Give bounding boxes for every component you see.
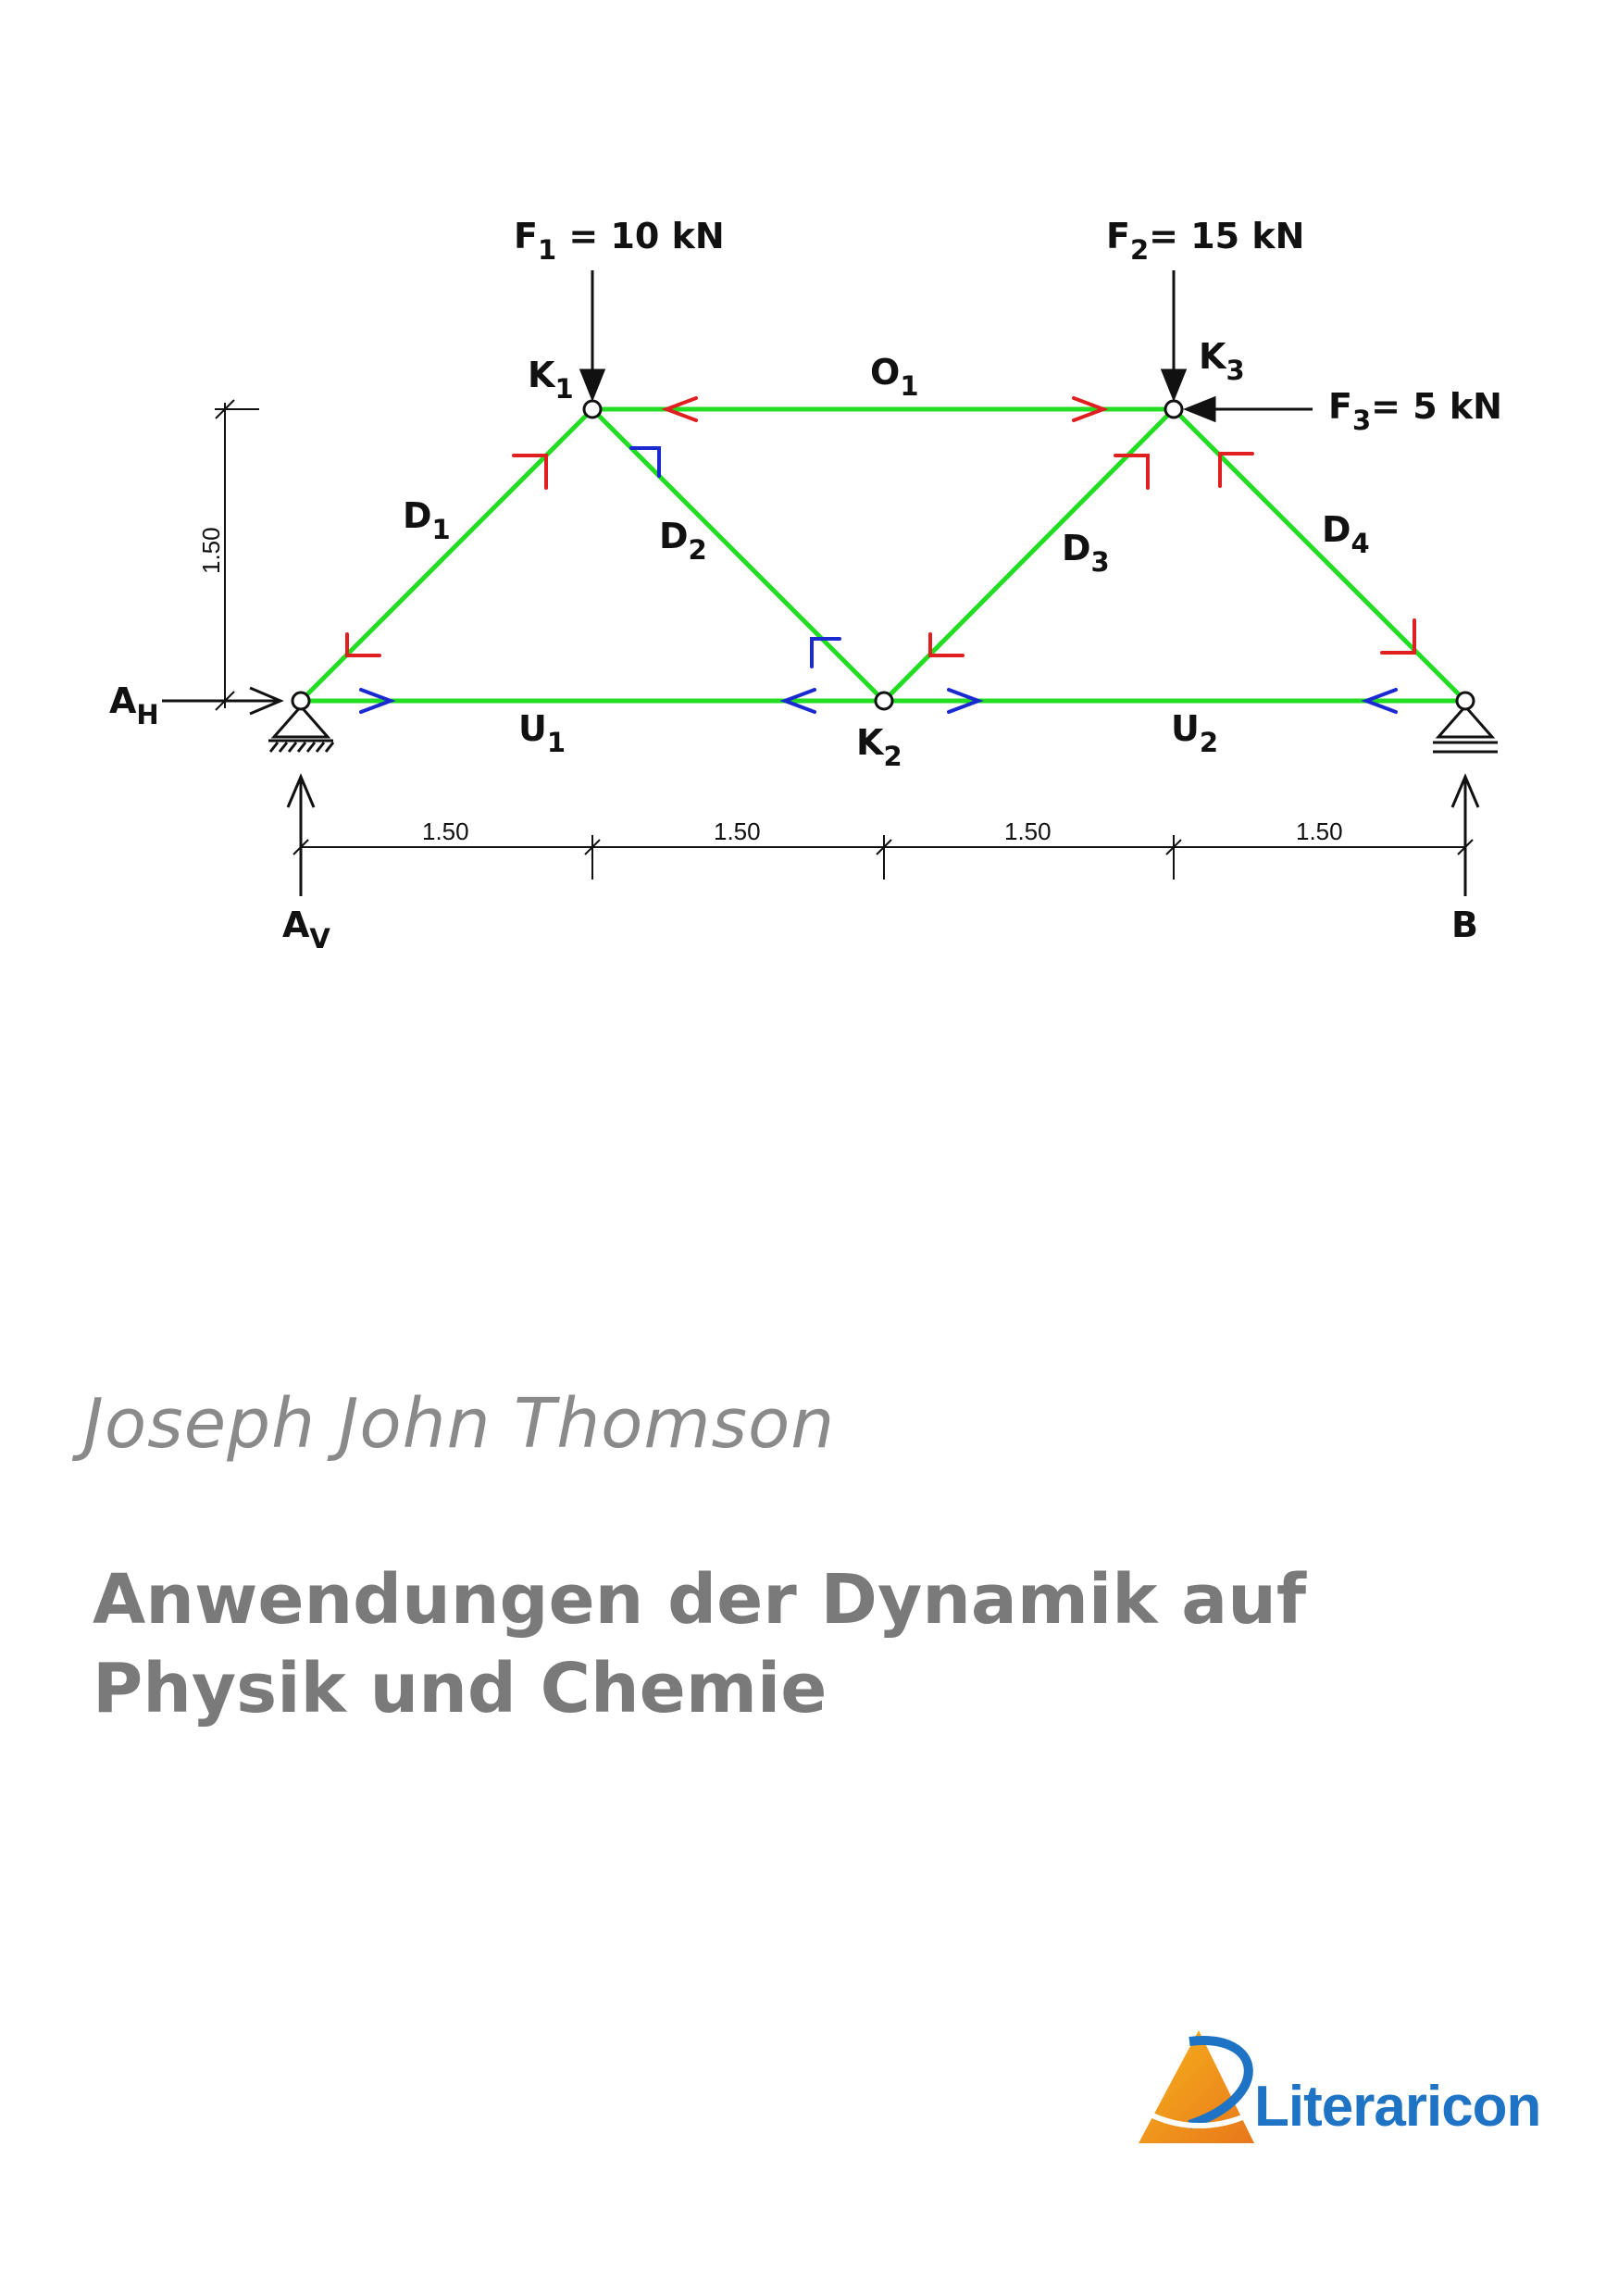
reaction-av-label: $A_V$ (282, 905, 330, 955)
member-u1-label: $U_1$ (518, 708, 566, 758)
author-name: Joseph John Thomson (83, 1384, 836, 1464)
member-u2-label: $U_2$ (1171, 708, 1219, 758)
member-o1-label: $O_1$ (870, 352, 919, 402)
joint-k1-icon (584, 401, 601, 418)
truss-diagram (0, 0, 1618, 1018)
book-title-line-1: Anwendungen der Dynamik auf (93, 1560, 1307, 1640)
dimension-height-label: 1.50 (197, 527, 225, 574)
load-f2-arrowhead-icon (1163, 370, 1185, 398)
load-f1-label: $F_1 = 10$ kN (514, 216, 725, 266)
joint-b-icon (1457, 693, 1474, 709)
node-k2-label: $K_2$ (856, 722, 902, 772)
load-f3-arrowhead-icon (1187, 398, 1214, 420)
member-d4-label: $D_4$ (1322, 509, 1370, 559)
node-k1-label: $K_1$ (528, 355, 574, 405)
member-d2-label: $D_2$ (659, 516, 707, 566)
book-title (93, 1555, 1388, 1733)
book-title-line-2: Physik und Chemie (93, 1649, 828, 1728)
reaction-ah-label: $A_H$ (109, 680, 159, 730)
truss-members (301, 409, 1465, 701)
member-d3 (884, 409, 1174, 701)
support-pinned-icon (268, 706, 333, 752)
red-arrowheads (347, 398, 1414, 655)
dimension-lines (215, 400, 1473, 880)
support-roller-icon (1433, 706, 1498, 752)
reaction-b-label: B (1451, 905, 1478, 945)
joints (292, 401, 1474, 709)
load-f2-label: $F_2= 15$ kN (1106, 216, 1305, 266)
load-f1-arrowhead-icon (581, 370, 604, 398)
member-d1-label: $D_1$ (403, 495, 451, 545)
joint-k2-icon (876, 693, 892, 709)
reactions (162, 688, 1478, 896)
dimension-span1-label: 1.50 (422, 817, 469, 845)
member-d3-label: $D_3$ (1062, 528, 1110, 578)
load-f3-label: $F_3= 5$ kN (1328, 386, 1502, 436)
member-d1 (301, 409, 592, 701)
joint-k3-icon (1165, 401, 1182, 418)
member-d4 (1174, 409, 1465, 701)
member-d2 (592, 409, 884, 701)
dimension-span4-label: 1.50 (1296, 817, 1343, 845)
dimension-span3-label: 1.50 (1004, 817, 1052, 845)
joint-a-icon (292, 693, 309, 709)
publisher-name: Literaricon (1254, 2075, 1541, 2139)
node-k3-label: $K_3$ (1199, 336, 1245, 386)
dimension-span2-label: 1.50 (714, 817, 761, 845)
